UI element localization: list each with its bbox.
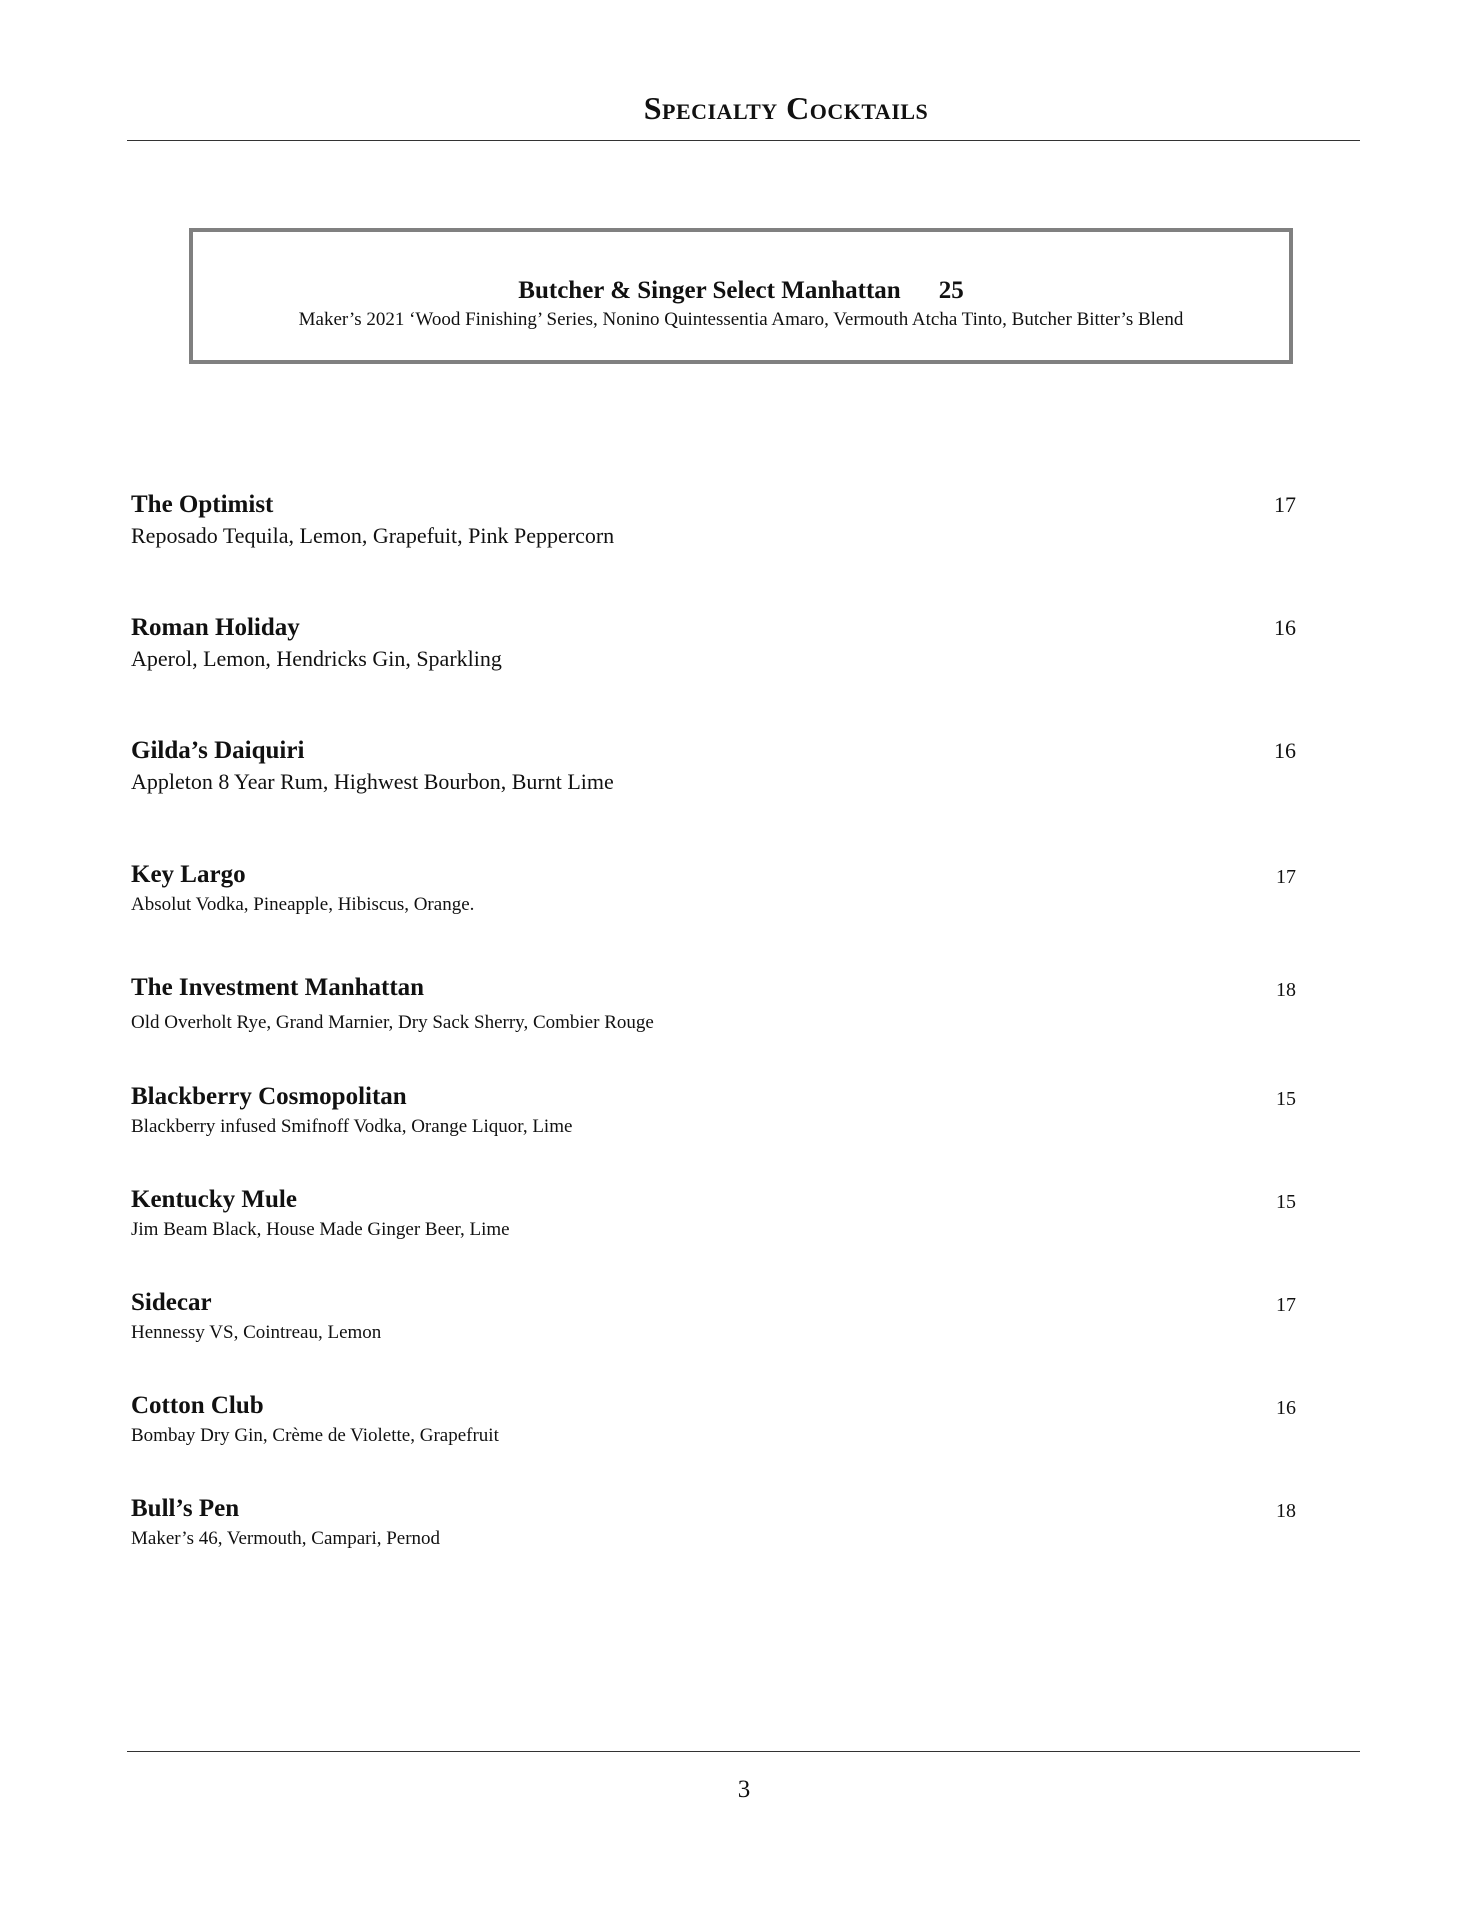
menu-item-roman-holiday: [131, 613, 1296, 673]
item-name: The Optimist: [131, 491, 274, 518]
menu-item-kentucky-mule: [131, 1185, 1296, 1245]
item-name: Gilda’s Daiquiri: [131, 737, 305, 764]
item-description: Absolut Vodka, Pineapple, Hibiscus, Orange.: [131, 894, 475, 915]
item-description: Bombay Dry Gin, Crème de Violette, Grapefruit: [131, 1425, 499, 1446]
item-name: Sidecar: [131, 1289, 212, 1316]
item-name: The Investment Manhattan: [131, 974, 425, 1001]
item-price: 16: [1274, 615, 1296, 640]
item-description: Hennessy VS, Cointreau, Lemon: [131, 1322, 382, 1343]
page-number: 3: [737, 1776, 751, 1803]
menu-item-bulls-pen: [131, 1494, 1296, 1554]
item-description: Blackberry infused Smifnoff Vodka, Orange Liquor, Lime: [131, 1116, 573, 1137]
item-description: Appleton 8 Year Rum, Highwest Bourbon, Burnt Lime: [131, 769, 614, 794]
menu-item-gildas-daiquiri: [131, 736, 1296, 796]
item-price: 17: [1276, 1294, 1296, 1316]
menu-item-blackberry-cosmopolitan: [131, 1082, 1296, 1142]
menu-item-key-largo: [131, 860, 1296, 920]
item-name: Roman Holiday: [131, 614, 300, 641]
menu-item-the-optimist: [131, 490, 1296, 550]
page-title: Specialty Cocktails: [643, 90, 929, 126]
menu-item-sidecar: [131, 1288, 1296, 1348]
item-price: 18: [1276, 979, 1296, 1001]
item-name: Bull’s Pen: [131, 1495, 240, 1522]
menu-item-the-investment-manhattan: [131, 973, 1296, 1033]
featured-heading: [193, 276, 1289, 306]
item-description: Jim Beam Black, House Made Ginger Beer, Lime: [131, 1219, 510, 1240]
item-price: 15: [1276, 1088, 1296, 1110]
item-name: Blackberry Cosmopolitan: [131, 1083, 407, 1110]
item-name: Cotton Club: [131, 1392, 264, 1419]
item-name: Kentucky Mule: [131, 1186, 297, 1213]
item-price: 15: [1276, 1191, 1296, 1213]
footer-divider: [127, 1751, 1360, 1752]
item-description: Maker’s 46, Vermouth, Campari, Pernod: [131, 1528, 441, 1549]
item-price: 16: [1274, 738, 1296, 763]
featured-cocktail-box: [189, 228, 1293, 364]
item-price: 17: [1274, 492, 1296, 517]
header-divider: [127, 140, 1360, 141]
featured-name: Butcher & Singer Select Manhattan: [518, 277, 901, 304]
featured-description: Maker’s 2021 ‘Wood Finishing’ Series, Nonino Quintessentia Amaro, Vermouth Atcha Tinto, Butcher Bitter’s Blend: [298, 309, 1184, 330]
item-description: Old Overholt Rye, Grand Marnier, Dry Sack Sherry, Combier Rouge: [131, 1012, 654, 1033]
item-name: Key Largo: [131, 861, 246, 888]
featured-price: 25: [938, 277, 964, 304]
item-price: 16: [1276, 1397, 1296, 1419]
item-price: 18: [1276, 1500, 1296, 1522]
item-price: 17: [1276, 866, 1296, 888]
item-description: Aperol, Lemon, Hendricks Gin, Sparkling: [131, 646, 502, 671]
menu-item-cotton-club: [131, 1391, 1296, 1451]
item-description: Reposado Tequila, Lemon, Grapefuit, Pink Peppercorn: [131, 523, 615, 548]
